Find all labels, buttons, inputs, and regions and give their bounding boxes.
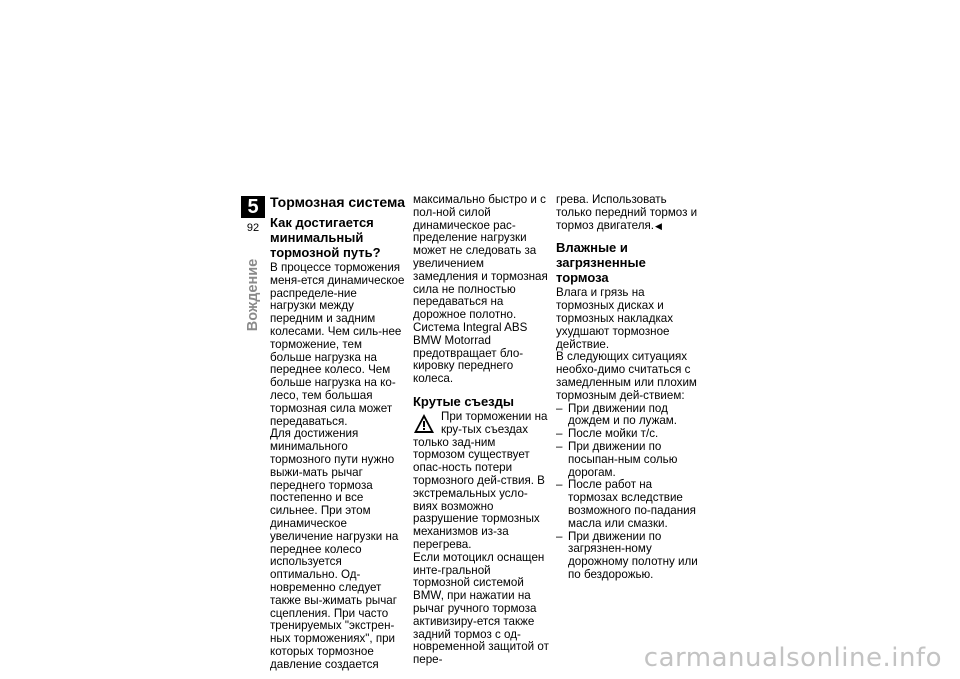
- paragraph-text: грева. Использовать только передний тормоз и тормоз двигателя.: [556, 193, 698, 232]
- chapter-number: 5: [241, 196, 265, 218]
- subsection-title-steep-descents: Крутые съезды: [413, 393, 514, 409]
- paragraph: В процессе торможения меня-ется динамическое распределе-ние нагрузки между передним и задним колесами. Чем силь-нее торможение, тем больше нагрузка на переднее колесо. Чем больше нагрузка на ко-лесо, тем большая тормозная сила может передаваться.: [270, 261, 405, 428]
- chapter-title-vertical: [233, 240, 273, 350]
- paragraph: Влага и грязь на тормозных дисках и тормозных накладках ухудшают тормозное действие.: [556, 286, 674, 351]
- warning-block: [413, 411, 549, 552]
- subsection-title-wet-brakes: Влажные и загрязненные тормоза: [556, 240, 646, 286]
- list-item: – При движении по посыпан-ным солью дорогам.: [556, 441, 702, 479]
- paragraph: максимально быстро и с пол-ной силой динамическое рас-пределение нагрузки может не следовать за увеличением замедления и тормозная сила не полностью передаваться на дорожное полотно.: [413, 193, 548, 322]
- watermark: carmanualsonline.info: [643, 643, 942, 673]
- paragraph: Система Integral ABS BMW Motorrad предотвращает бло-кировку переднего колеса.: [413, 320, 528, 386]
- subsection-title-braking-distance: Как достигается минимальный тормозной путь?: [270, 215, 381, 260]
- section-title: Тормозная система: [270, 194, 405, 210]
- paragraph: [556, 194, 702, 232]
- chapter-title: Вождение: [245, 258, 261, 332]
- column-3: [556, 194, 702, 582]
- column-2: [413, 194, 549, 667]
- paragraph: Для достижения минимального тормозного пути нужно выжи-мать рычаг переднего тормоза постепенно и все сильнее. При этом динамическое увеличение нагрузки на переднее колесо используется оптимально. Од-новременно следует также вы-жимать рычаг сцепления. При часто тренируемых "экстрен-ных торможениях", при которых тормозное давление создается: [270, 427, 399, 671]
- end-of-section-icon: ◀: [654, 220, 662, 231]
- list-item: – При движении по загрязнен-ному дорожному полотну или по бездорожью.: [556, 531, 702, 582]
- page-number: 92: [246, 222, 260, 234]
- list-item: – После работ на тормозах вследствие возможного по-падания масла или смазки.: [556, 479, 702, 530]
- column-1: [270, 194, 405, 672]
- paragraph: В следующих ситуациях необхо-димо считаться с замедленным или плохим тормозным дей-ствием:: [556, 350, 697, 402]
- warning-triangle-icon: [413, 413, 435, 435]
- list-item: – После мойки т/с.: [556, 428, 702, 441]
- situation-list: [556, 403, 702, 582]
- warning-text: При торможении на кру-тых съездах только зад-ним тормозом существует опас-ность потери тормозного дей-ствия. В экстремальных усло-виях возможно разрушение тормозных механизмов из-за перегрева.: [413, 409, 548, 551]
- list-item: – При движении под дождем и по лужам.: [556, 403, 702, 429]
- paragraph: Если мотоцикл оснащен инте-гральной тормозной системой BMW, при нажатии на рычаг ручного тормоза активизиру-ется также задний тормоз с од-новременной защитой от пере-: [413, 550, 549, 667]
